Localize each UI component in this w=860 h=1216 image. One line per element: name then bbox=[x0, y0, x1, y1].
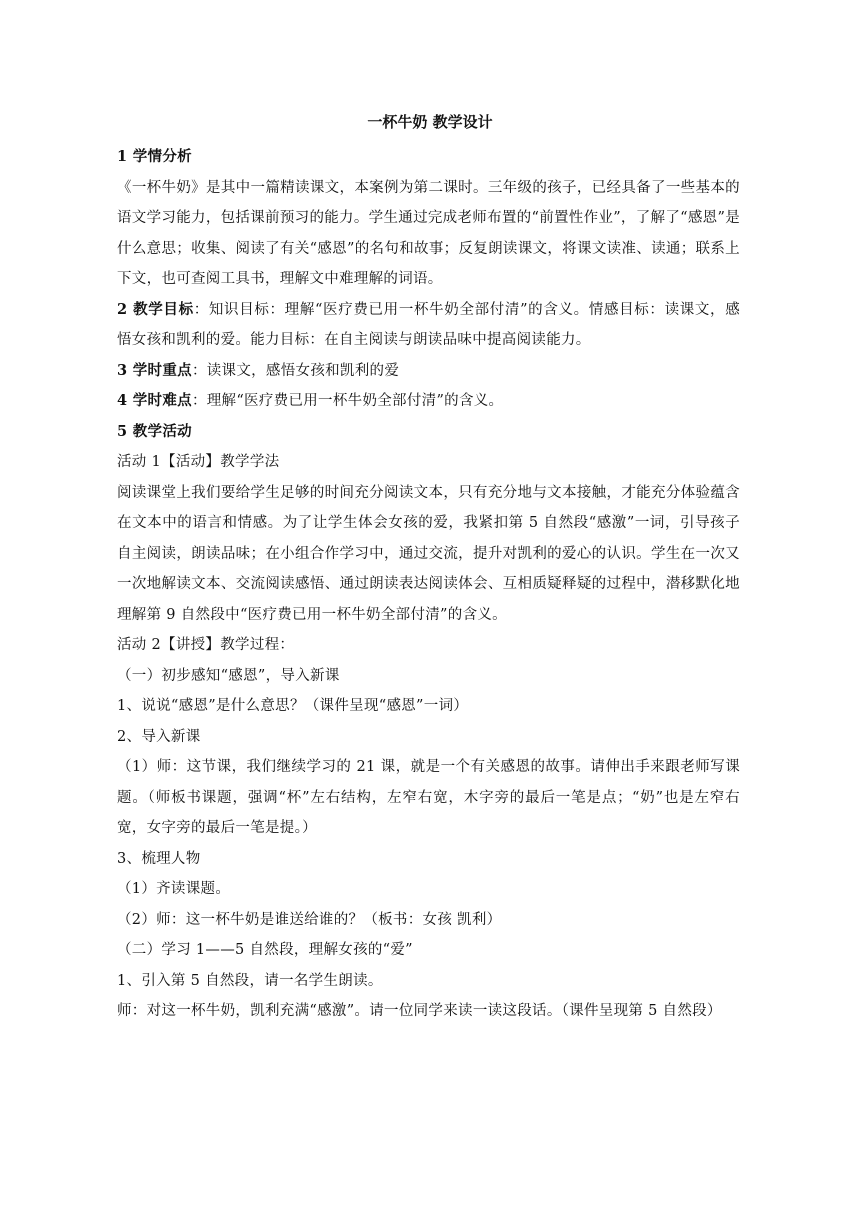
document-title: 一杯牛奶 教学设计 bbox=[367, 113, 493, 131]
section-heading-activities: 5 教学活动 bbox=[117, 422, 192, 440]
teaching-goals-text: ：知识目标：理解“医疗费已用一杯牛奶全部付清”的含义。情感目标：读课文，感悟女孩和凯利的爱。能力目标：在自主阅读与朗读品味中提高阅读能力。 bbox=[117, 301, 740, 348]
part-1-item-3-a: （1）齐读课题。 bbox=[117, 881, 231, 897]
part-2-heading: （二）学习 1——5 自然段，理解女孩的“爱” bbox=[117, 942, 413, 958]
part-1-item-2: 2、导入新课 bbox=[117, 728, 201, 745]
part-1-item-3: 3、梳理人物 bbox=[117, 850, 201, 867]
section-heading-difficulties: 4 学时难点 bbox=[117, 392, 192, 409]
difficulties-text: ：理解“医疗费已用一杯牛奶全部付清”的含义。 bbox=[191, 393, 504, 409]
difficulties-paragraph bbox=[117, 386, 740, 417]
part-2-text: 师：对这一杯牛奶，凯利充满“感激”。请一位同学来读一读这段话。（课件呈现第 5 自然段） bbox=[117, 1003, 722, 1019]
key-points-paragraph bbox=[117, 356, 740, 387]
activity-1-title: 活动 1【活动】教学学法 bbox=[117, 454, 280, 470]
part-2-item-1: 1、引入第 5 自然段，请一名学生朗读。 bbox=[117, 972, 383, 989]
activity-2-title: 活动 2【讲授】教学过程： bbox=[117, 637, 295, 653]
section-heading-teaching-goals: 2 教学目标 bbox=[117, 300, 194, 318]
part-1-item-1: 1、说说“感恩”是什么意思？（课件呈现“感恩”一词） bbox=[117, 698, 469, 714]
key-points-text: ：读课文，感悟女孩和凯利的爱 bbox=[191, 362, 400, 379]
part-1-heading: （一）初步感知“感恩”，导入新课 bbox=[117, 667, 340, 684]
learning-analysis-text: 《一杯牛奶》是其中一篇精读课文，本案例为第二课时。三年级的孩子，已经具备了一些基本的语文学习能力，包括课前预习的能力。学生通过完成老师布置的“前置性作业”，了解了“感恩”是什么意思；收集、阅读了有关“感恩”的名句和故事；反复朗读课文，将课文读准、读通；联系上下文，也可查阅工具书，理解文中难理解的词语。 bbox=[117, 179, 740, 287]
part-1-item-2-text: （1）师：这节课，我们继续学习的 21 课，就是一个有关感恩的故事。请伸出手来跟老师写课题。（师板书课题，强调“杯”左右结构，左窄右宽，木字旁的最后一笔是点；“奶”也是左窄右宽，女字旁的最后一笔是提。） bbox=[117, 759, 740, 836]
teaching-goals-paragraph bbox=[117, 295, 740, 356]
part-1-item-3-b: （2）师：这一杯牛奶是谁送给谁的？（板书：女孩 凯利） bbox=[117, 911, 502, 928]
activity-1-text: 阅读课堂上我们要给学生足够的时间充分阅读文本，只有充分地与文本接触，才能充分体验蕴含在文本中的语言和情感。为了让学生体会女孩的爱，我紧扣第 5 自然段“感激”一词，引导孩子自主阅读，朗读品味；在小组合作学习中，通过交流，提升对凯利的爱心的认识。学生在一次又一次地解读文本、交流阅读感悟、通过朗读表达阅读体会、互相质疑释疑的过程中，潜移默化地理解第 9 自然段中“医疗费已用一杯牛奶全部付清”的含义。 bbox=[117, 484, 740, 623]
section-heading-learning-analysis: 1 学情分析 bbox=[117, 148, 192, 165]
section-heading-key-points: 3 学时重点 bbox=[117, 361, 192, 379]
document-body bbox=[117, 142, 740, 1027]
